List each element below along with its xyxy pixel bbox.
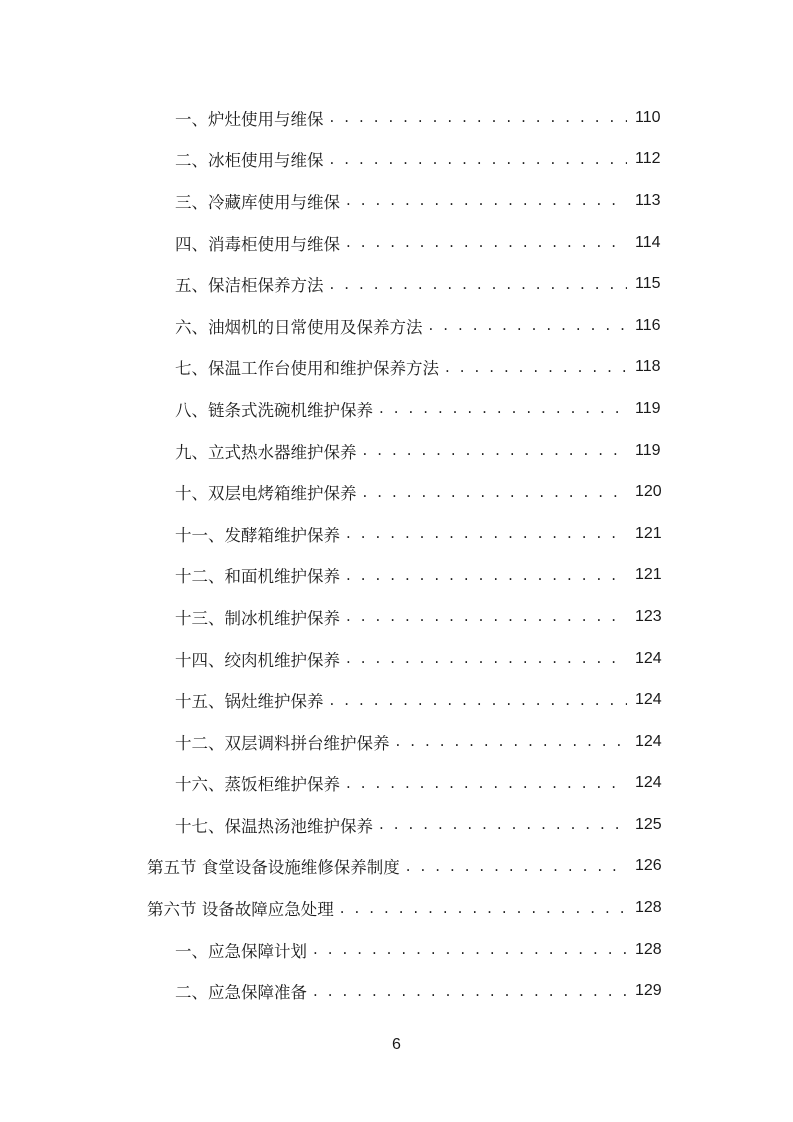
- toc-entry-title: 二、冰柜使用与维保: [175, 151, 324, 171]
- toc-leader-dots: [379, 817, 627, 832]
- toc-entry-title: 十、双层电烤箱维护保养: [175, 484, 357, 504]
- toc-entry-title: 第六节 设备故障应急处理: [147, 900, 334, 920]
- toc-entry-page: 110: [635, 108, 661, 126]
- toc-entry-page: 126: [635, 857, 662, 875]
- toc-entry-title: 一、应急保障计划: [175, 941, 307, 961]
- toc-entry[interactable]: [0, 929, 793, 971]
- toc-entry-page: 121: [635, 524, 662, 542]
- toc-entry-page: 124: [635, 649, 662, 667]
- toc-entry-title: 十四、绞肉机维护保养: [175, 650, 340, 670]
- toc-leader-dots: [406, 859, 627, 874]
- toc-leader-dots: [445, 360, 627, 375]
- toc-leader-dots: [330, 110, 628, 125]
- toc-entry-title: 九、立式热水器维护保养: [175, 442, 357, 462]
- toc-entry-page: 128: [635, 940, 662, 958]
- toc-leader-dots: [379, 401, 627, 416]
- toc-leader-dots: [330, 152, 628, 167]
- toc-entry[interactable]: [0, 347, 793, 389]
- toc-entry-page: 121: [635, 566, 662, 584]
- toc-leader-dots: [346, 568, 627, 583]
- toc-entry-title: 四、消毒柜使用与维保: [175, 234, 340, 254]
- toc-entry-title: 一、炉灶使用与维保: [175, 109, 324, 129]
- toc-entry-page: 115: [635, 275, 661, 293]
- toc-entry-page: 124: [635, 774, 662, 792]
- toc-leader-dots: [346, 235, 627, 250]
- toc-entry[interactable]: [0, 513, 793, 555]
- toc-entry-title: 十二、双层调料拼台维护保养: [175, 733, 390, 753]
- toc-leader-dots: [346, 651, 627, 666]
- toc-entry-page: 120: [635, 483, 662, 501]
- toc-entry-page: 123: [635, 607, 662, 625]
- toc-leader-dots: [313, 942, 627, 957]
- toc-leader-dots: [330, 693, 628, 708]
- toc-entry-page: 112: [635, 150, 661, 168]
- toc-entry[interactable]: [0, 763, 793, 805]
- toc-entry[interactable]: [0, 430, 793, 472]
- toc-entry[interactable]: [0, 97, 793, 139]
- toc-entry-page: 116: [635, 316, 661, 334]
- toc-leader-dots: [396, 734, 628, 749]
- toc-entry[interactable]: [0, 222, 793, 264]
- toc-entry-title: 二、应急保障准备: [175, 983, 307, 1003]
- toc-entry-title: 十三、制冰机维护保养: [175, 608, 340, 628]
- toc-entry-page: 124: [635, 732, 662, 750]
- toc-leader-dots: [363, 443, 628, 458]
- toc-leader-dots: [346, 609, 627, 624]
- toc-entry-page: 125: [635, 815, 662, 833]
- toc-entry[interactable]: [0, 305, 793, 347]
- toc-leader-dots: [429, 318, 628, 333]
- toc-entry-title: 六、油烟机的日常使用及保养方法: [175, 317, 423, 337]
- toc-entry-page: 114: [635, 233, 661, 251]
- toc-leader-dots: [346, 193, 627, 208]
- toc-entry[interactable]: [0, 263, 793, 305]
- toc-entry-title: 七、保温工作台使用和维护保养方法: [175, 359, 439, 379]
- toc-leader-dots: [313, 984, 627, 999]
- toc-entry-title: 八、链条式洗碗机维护保养: [175, 400, 373, 420]
- toc-entry-title: 三、冷藏库使用与维保: [175, 192, 340, 212]
- toc-entry[interactable]: [0, 471, 793, 513]
- toc-entry-page: 118: [635, 358, 661, 376]
- toc-entry[interactable]: [0, 555, 793, 597]
- toc-entry-title: 第五节 食堂设备设施维修保养制度: [147, 858, 400, 878]
- toc-section-entry[interactable]: [0, 887, 793, 929]
- toc-leader-dots: [340, 901, 627, 916]
- toc-entry-title: 十六、蒸饭柜维护保养: [175, 775, 340, 795]
- toc-entry-page: 113: [635, 191, 661, 209]
- toc-entry[interactable]: [0, 596, 793, 638]
- toc-entry-page: 119: [635, 441, 661, 459]
- toc-entry[interactable]: [0, 388, 793, 430]
- toc-entry-title: 十五、锅灶维护保养: [175, 692, 324, 712]
- toc-leader-dots: [330, 277, 628, 292]
- toc-section-entry[interactable]: [0, 846, 793, 888]
- toc-entry[interactable]: [0, 970, 793, 1012]
- toc-leader-dots: [346, 526, 627, 541]
- toc-entry[interactable]: [0, 721, 793, 763]
- toc-entry[interactable]: [0, 180, 793, 222]
- toc-entry-page: 124: [635, 691, 662, 709]
- toc-entry-page: 128: [635, 899, 662, 917]
- toc-entry-page: 129: [635, 982, 662, 1000]
- toc-leader-dots: [363, 485, 628, 500]
- toc-entry[interactable]: [0, 139, 793, 181]
- table-of-contents: [0, 97, 793, 1012]
- toc-entry[interactable]: [0, 679, 793, 721]
- toc-entry-title: 十二、和面机维护保养: [175, 567, 340, 587]
- toc-leader-dots: [346, 776, 627, 791]
- toc-entry[interactable]: [0, 638, 793, 680]
- page-number: 6: [392, 1036, 401, 1053]
- toc-entry[interactable]: [0, 804, 793, 846]
- toc-entry-title: 五、保洁柜保养方法: [175, 276, 324, 296]
- toc-entry-title: 十七、保温热汤池维护保养: [175, 816, 373, 836]
- toc-entry-page: 119: [635, 399, 661, 417]
- toc-entry-title: 十一、发酵箱维护保养: [175, 525, 340, 545]
